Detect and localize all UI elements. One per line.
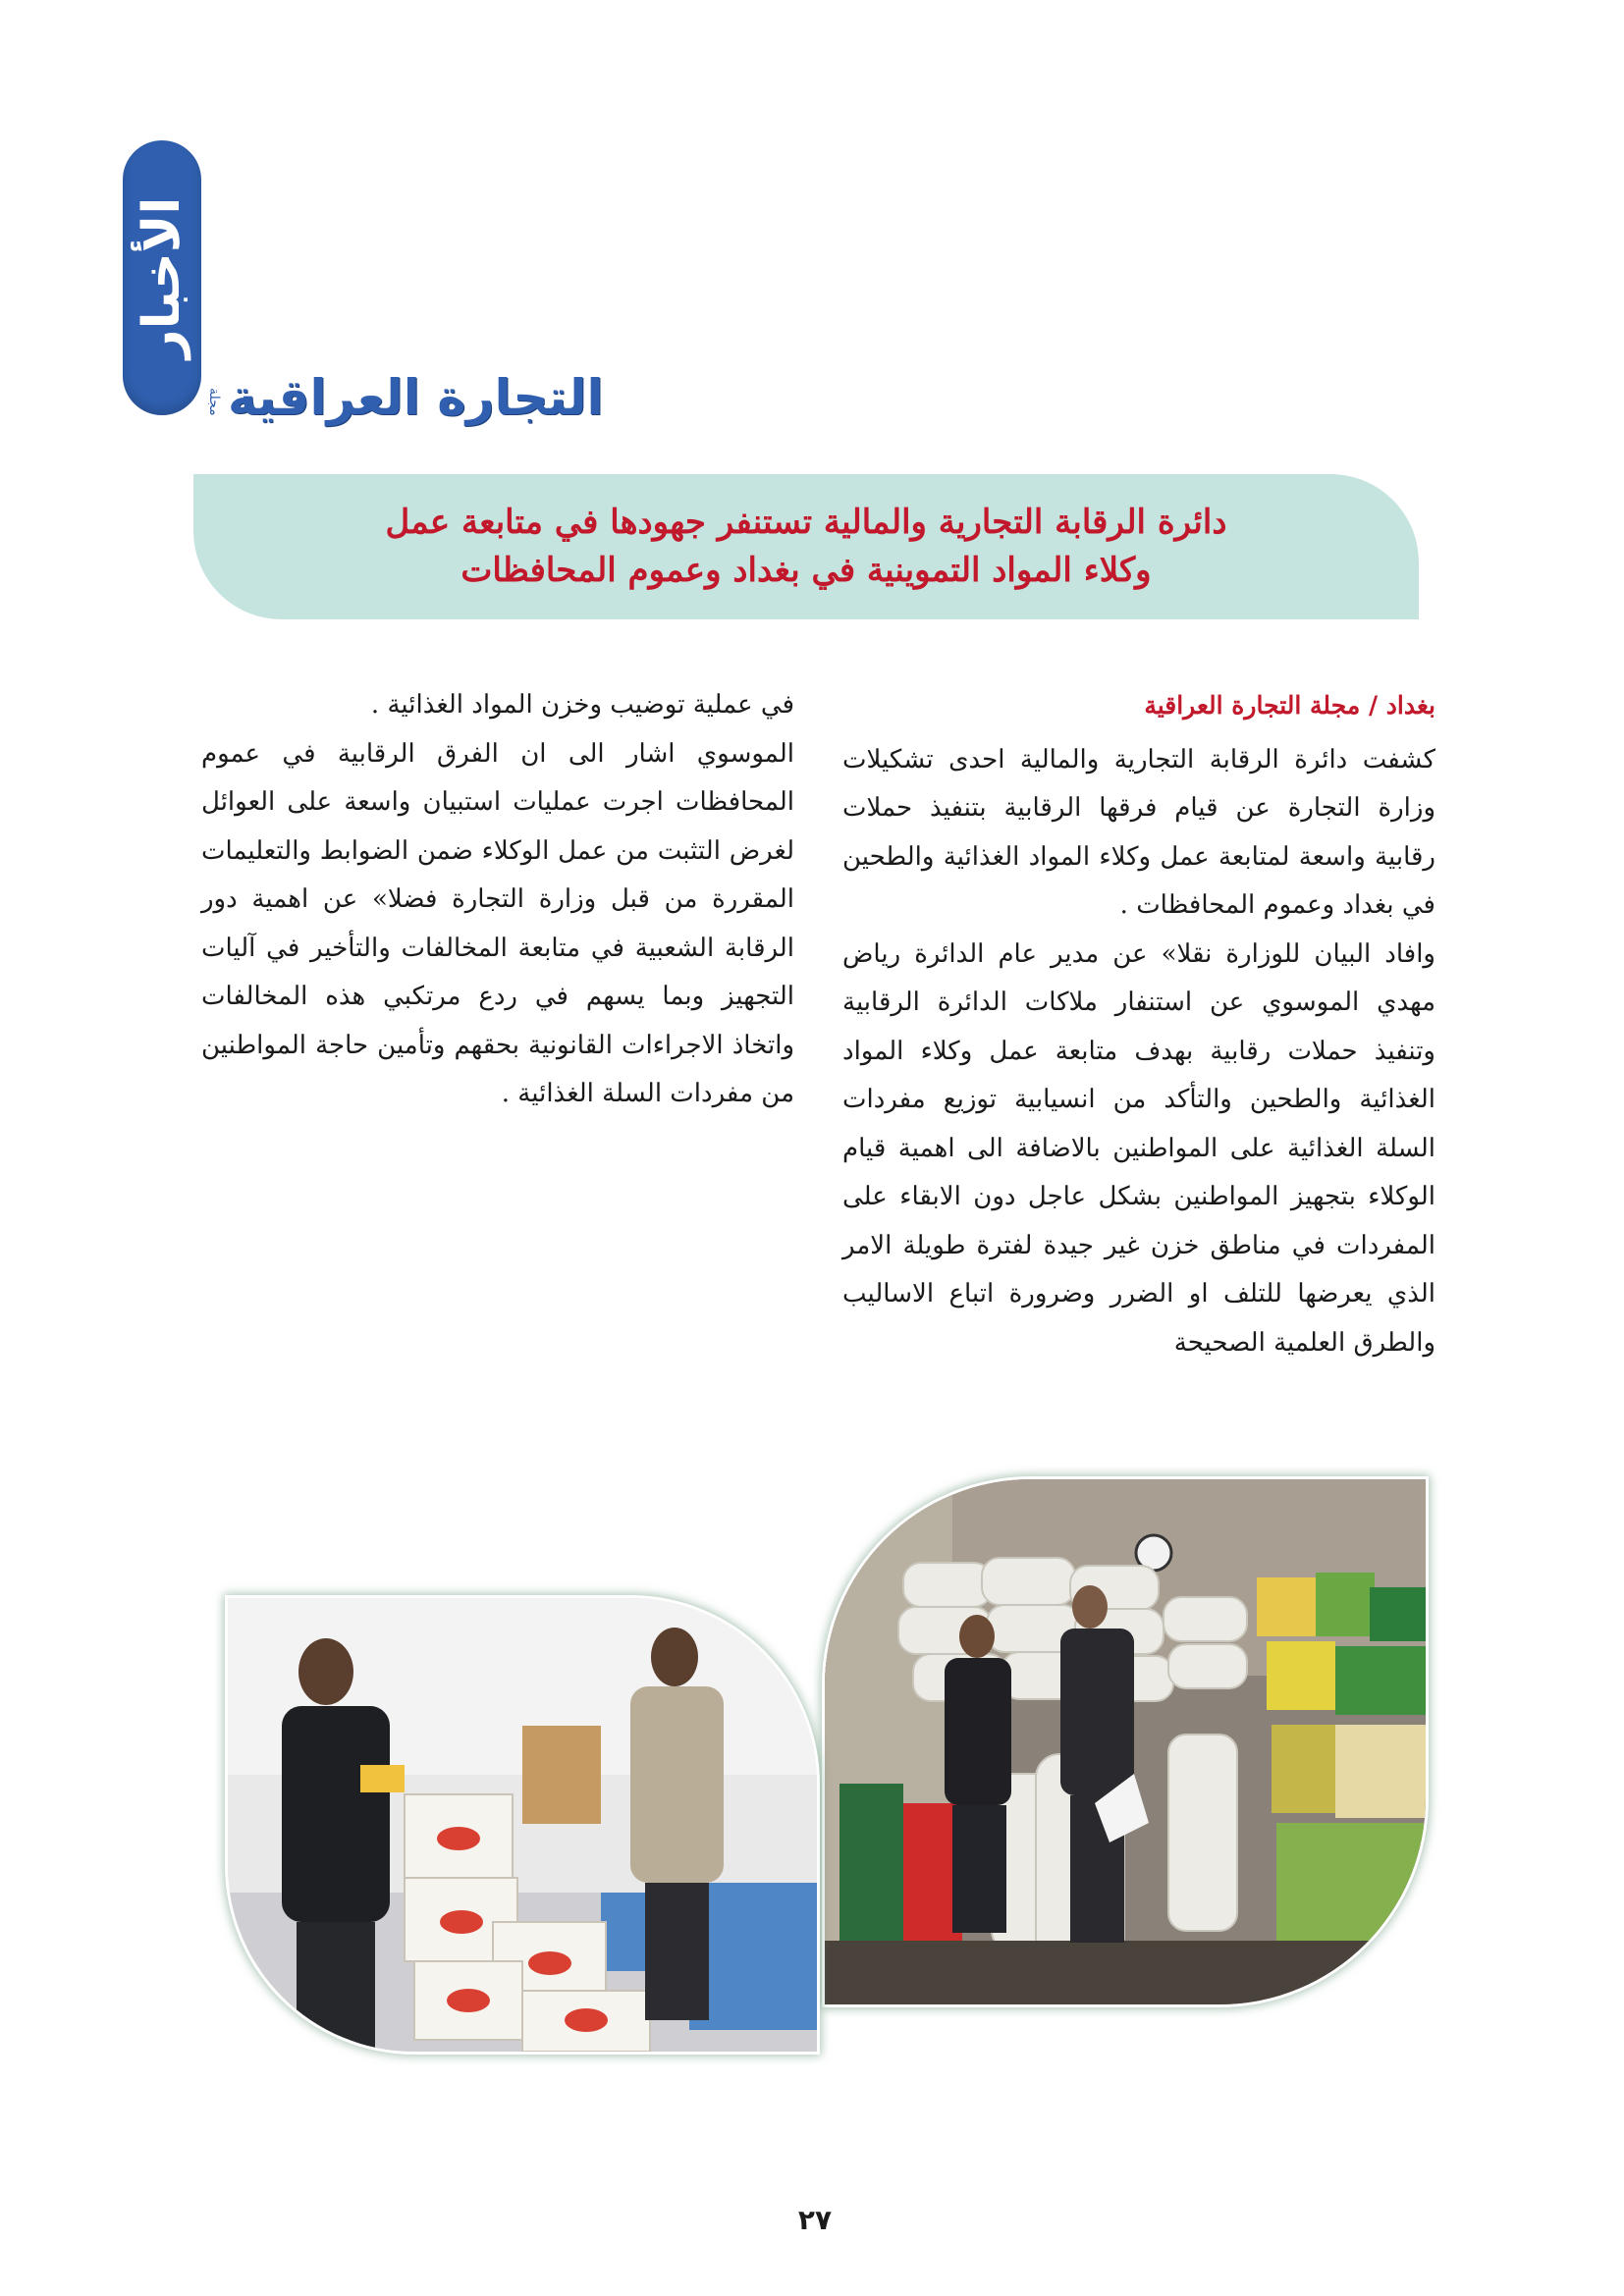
headline-banner [193, 474, 1419, 619]
article-paragraph: في عملية توضيب وخزن المواد الغذائية . [370, 690, 794, 720]
section-tab-label: الأخبار [133, 196, 191, 359]
section-tab [123, 140, 201, 415]
headline-line-2: وكلاء المواد التموينية في بغداد وعموم المحافظات [460, 551, 1152, 590]
magazine-logo-small: مجلة [206, 388, 222, 416]
headline-line-1: دائرة الرقابة التجارية والمالية تستنفر جهودها في متابعة عمل [385, 502, 1227, 542]
page-number: ٢٧ [797, 2204, 833, 2236]
article-byline: بغداد / مجلة التجارة العراقية [1144, 691, 1435, 720]
article-paragraph: كشفت دائرة الرقابة التجارية والمالية احدى تشكيلات وزارة التجارة عن قيام فرقها الرقابية بتنفيذ حملات رقابية واسعة لمتابعة عمل وكلاء المواد الغذائية والطحين في بغداد وعموم المحافظات . [842, 744, 1435, 920]
warehouse-inspection-photo [825, 1479, 1426, 2004]
article-paragraph: وافاد البيان للوزارة نقلا» عن مدير عام الدائرة رياض مهدي الموسوي عن استنفار ملاكات الدائرة الرقابية وتنفيذ حملات رقابية بهدف متابعة عمل وكلاء المواد الغذائية والطحين والتأكد من انسيابية توزيع مفردات السلة الغذائية على المواطنين بالاضافة الى اهمية قيام الوكلاء بتجهيز المواطنين بشكل عاجل دون الابقاء على المفردات في مناطق خزن غير جيدة لفترة طويلة الامر الذي يعرضها للتلف او الضرر وضرورة اتباع الاساليب والطرق العلمية الصحيحة [842, 938, 1435, 1358]
boxes-photo-illustration [228, 1598, 817, 2052]
magazine-logo-text: التجارة العراقية [228, 369, 604, 426]
article-paragraph: الموسوي اشار الى ان الفرق الرقابية في عموم المحافظات اجرت عمليات استبيان واسعة على العوائل لغرض التثبت من عمل الوكلاء ضمن الضوابط والتعليمات المقررة من قبل وزارة التجارة فضلا» عن اهمية دور الرقابة الشعبية في متابعة المخالفات والتأخير في آليات التجهيز وبما يسهم في ردع مرتكبي هذه المخالفات واتخاذ الاجراءات القانونية بحقهم وتأمين حاجة المواطنين من مفردات السلة الغذائية . [201, 738, 794, 1108]
magazine-logo [206, 344, 604, 426]
article-column-right [842, 681, 1435, 1367]
boxes-inspection-photo [228, 1598, 817, 2052]
warehouse-photo-illustration [825, 1479, 1426, 2004]
article-column-left [201, 681, 794, 1119]
